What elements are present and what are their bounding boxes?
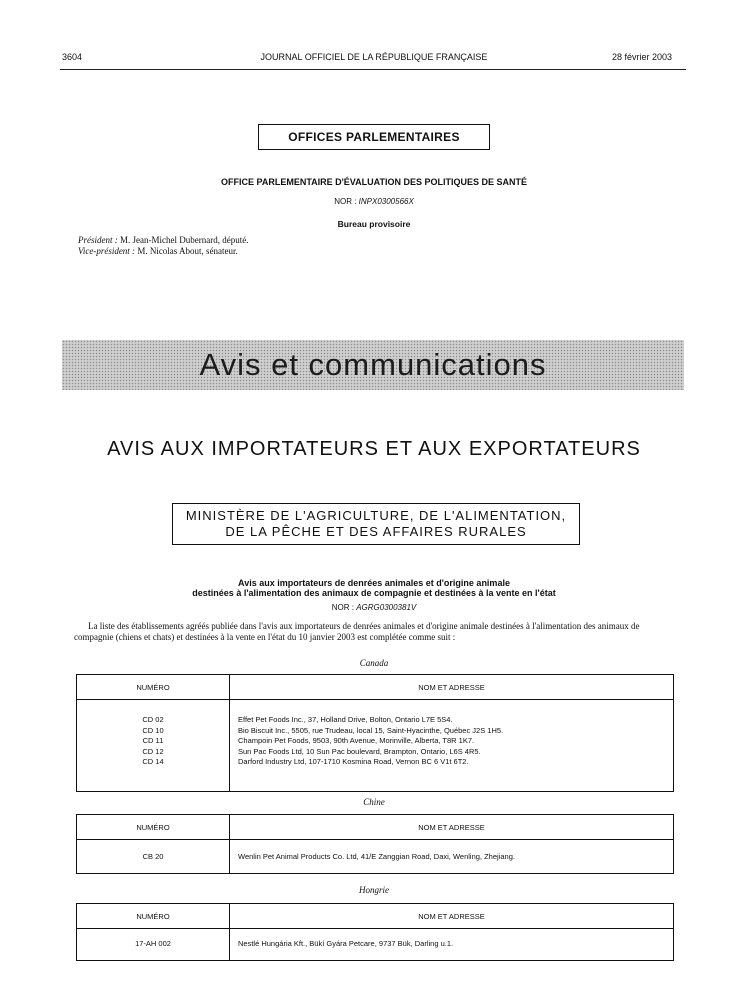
- president-name: M. Jean-Michel Dubernard, député.: [120, 235, 249, 245]
- country-canada: Canada: [359, 658, 389, 668]
- nor-label: NOR :: [331, 603, 354, 612]
- vice-president-name: M. Nicolas About, sénateur.: [137, 246, 238, 256]
- address: Effet Pet Foods Inc., 37, Holland Drive, Bolton, Ontario L7E 5S4.: [238, 715, 453, 724]
- address: Wenlin Pet Animal Products Co. Ltd, 41/E Zanggian Road, Daxi, Wenling, Zhejiang.: [230, 840, 674, 874]
- issue-date: 28 février 2003: [611, 52, 672, 62]
- nor-code: AGRG0300381V: [356, 603, 417, 612]
- nor-code: INPX0300566X: [358, 197, 414, 206]
- ministry-box: [172, 503, 580, 545]
- nor-reference-2: [0, 603, 748, 612]
- ministry-line-1: MINISTÈRE DE L'AGRICULTURE, DE L'ALIMENTATION,: [185, 508, 567, 523]
- office-name: OFFICE PARLEMENTAIRE D'ÉVALUATION DES POLITIQUES DE SANTÉ: [221, 177, 527, 187]
- table-row: [77, 700, 674, 792]
- col-nom-adresse: NOM ET ADRESSE: [230, 815, 674, 840]
- bureau-heading: Bureau provisoire: [337, 219, 411, 229]
- avis-title: AVIS AUX IMPORTATEURS ET AUX EXPORTATEURS: [107, 438, 641, 460]
- vice-president-label: Vice-président :: [78, 246, 136, 256]
- table-header-row: [77, 815, 674, 840]
- table-row: [77, 840, 674, 874]
- col-numero: NUMÉRO: [77, 675, 230, 700]
- address: Bio Biscuit Inc., 5505, rue Trudeau, local 15, Saint-Hyacinthe, Québec J2S 1H5.: [238, 725, 504, 735]
- address: Champoin Pet Foods, 9503, 90th Avenue, Morinville, Alberta, T8R 1K7.: [238, 736, 475, 745]
- section-banner-text: Avis et communications: [199, 347, 547, 382]
- header-rule: [60, 69, 686, 70]
- numero: CD 10: [142, 725, 164, 735]
- offices-box-title: OFFICES PARLEMENTAIRES: [258, 124, 490, 150]
- president-label: Président :: [78, 235, 118, 245]
- numero: CD 11: [142, 736, 164, 745]
- avis-subtitle-line-2: destinées à l'alimentation des animaux de compagnie et destinées à la vente en l'état: [192, 588, 556, 598]
- hongrie-table: [76, 903, 674, 961]
- nor-label: NOR :: [334, 197, 357, 206]
- numero: 17-AH 002: [77, 929, 230, 961]
- col-nom-adresse: NOM ET ADRESSE: [230, 675, 674, 700]
- country-chine: Chine: [363, 797, 385, 807]
- address: Sun Pac Foods Ltd, 10 Sun Pac boulevard, Brampton, Ontario, L6S 4R5.: [238, 746, 481, 756]
- table-header-row: [77, 904, 674, 929]
- numero: CD 12: [142, 746, 164, 756]
- table-header-row: [77, 675, 674, 700]
- address: Nestlé Hungária Kft., Bükí Gyára Petcare, 9737 Bük, Darling u.1.: [230, 929, 674, 961]
- chine-table: [76, 814, 674, 874]
- president-line: [78, 235, 248, 245]
- nor-reference-1: [0, 197, 748, 206]
- col-nom-adresse: NOM ET ADRESSE: [230, 904, 674, 929]
- page-number: 3604: [62, 52, 83, 62]
- ministry-line-2: DE LA PÊCHE ET DES AFFAIRES RURALES: [225, 524, 527, 539]
- numero: CB 20: [77, 840, 230, 874]
- table-row: [77, 929, 674, 961]
- vice-president-line: [78, 246, 238, 256]
- country-hongrie: Hongrie: [359, 885, 389, 895]
- intro-paragraph: La liste des établissements agréés publiée dans l'avis aux importateurs de denrées animales et d'origine animale destinées à l'alimentation des animaux de compagnie (chiens et chats) et destinées à la vente en l'état du 10 janvier 2003 est complétée comme suit :: [74, 621, 640, 642]
- address: Darford Industry Ltd, 107-1710 Kosmina Road, Vernon BC 6 V1t 6T2.: [238, 757, 469, 766]
- col-numero: NUMÉRO: [77, 815, 230, 840]
- col-numero: NUMÉRO: [77, 904, 230, 929]
- address-cell: [230, 700, 674, 792]
- canada-table: [76, 674, 674, 792]
- numero: CD 14: [142, 757, 164, 766]
- numero-cell: [77, 700, 230, 792]
- avis-subtitle: [0, 578, 748, 598]
- numero: CD 02: [142, 715, 164, 724]
- journal-title: JOURNAL OFFICIEL DE LA RÉPUBLIQUE FRANÇAISE: [260, 52, 488, 62]
- avis-subtitle-line-1: Avis aux importateurs de denrées animales et d'origine animale: [238, 578, 510, 588]
